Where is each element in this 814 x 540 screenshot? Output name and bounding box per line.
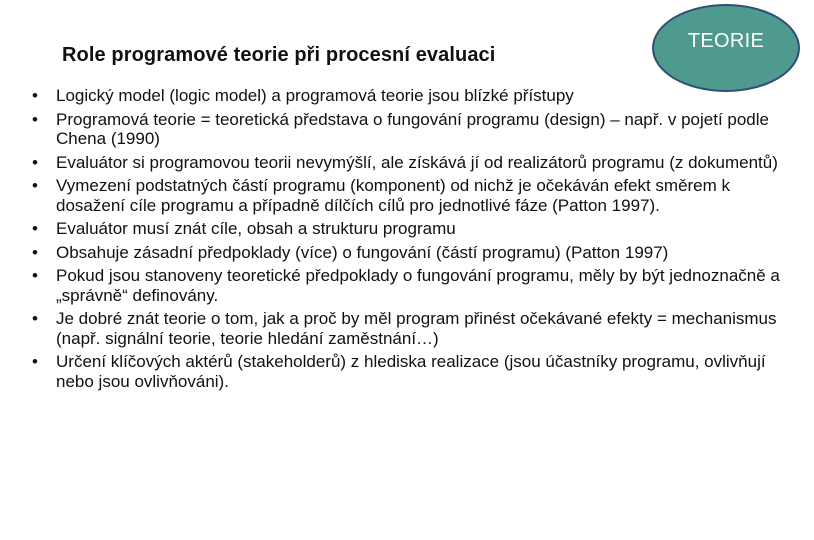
- bullet-item: [28, 176, 788, 215]
- bullet-dot-icon: •: [32, 176, 38, 195]
- bullet-dot-icon: •: [32, 152, 38, 172]
- bullet-dot-icon: •: [32, 86, 38, 105]
- bullet-dot-icon: •: [32, 266, 38, 285]
- bullet-text: Vymezení podstatných částí programu (komponent) od nichž je očekáván efekt směrem k dosažení cíle programu a případně dílčích cílů pro jednotlivé fáze (Patton 1997).: [56, 176, 731, 215]
- bullet-dot-icon: •: [32, 309, 38, 328]
- bullet-item: [28, 153, 788, 173]
- bullet-item: [28, 309, 788, 348]
- teorie-badge: [652, 4, 800, 92]
- bullet-item: [28, 352, 788, 391]
- bullet-text: Programová teorie = teoretická představa o fungování programu (design) – např. v pojetí podle Chena (1990): [56, 109, 769, 148]
- bullet-text: Logický model (logic model) a programová teorie jsou blízké přístupy: [56, 86, 574, 105]
- bullet-text: Pokud jsou stanoveny teoretické předpoklady o fungování programu, měly by být jednoznačně a „správně“ definovány.: [56, 266, 780, 305]
- bullet-text: Je dobré znát teorie o tom, jak a proč by měl program přinést očekávané efekty = mechanismus (např. signální teorie, teorie hledání zaměstnání…): [56, 309, 777, 348]
- bullet-dot-icon: •: [32, 352, 38, 371]
- bullet-text: Evaluátor si programovou teorii nevymýšlí, ale získává jí od realizátorů programu (z dokumentů): [56, 152, 778, 172]
- bullet-dot-icon: •: [32, 109, 38, 129]
- bullet-item: [28, 243, 788, 263]
- bullet-text: Evaluátor musí znát cíle, obsah a strukturu programu: [56, 219, 456, 238]
- slide-title: Role programové teorie při procesní evaluaci: [62, 44, 496, 66]
- bullet-item: [28, 86, 788, 106]
- bullet-dot-icon: •: [32, 219, 38, 238]
- bullet-text: Určení klíčových aktérů (stakeholderů) z hlediska realizace (jsou účastníky programu, ovlivňují nebo jsou ovlivňováni).: [56, 352, 766, 391]
- bullet-dot-icon: •: [32, 242, 38, 262]
- bullet-item: [28, 266, 788, 305]
- bullet-item: [28, 219, 788, 239]
- bullet-text: Obsahuje zásadní předpoklady (více) o fungování (částí programu) (Patton 1997): [56, 242, 669, 262]
- bullet-item: [28, 110, 788, 149]
- bullet-list: [28, 86, 788, 395]
- teorie-badge-label: TEORIE: [687, 29, 765, 52]
